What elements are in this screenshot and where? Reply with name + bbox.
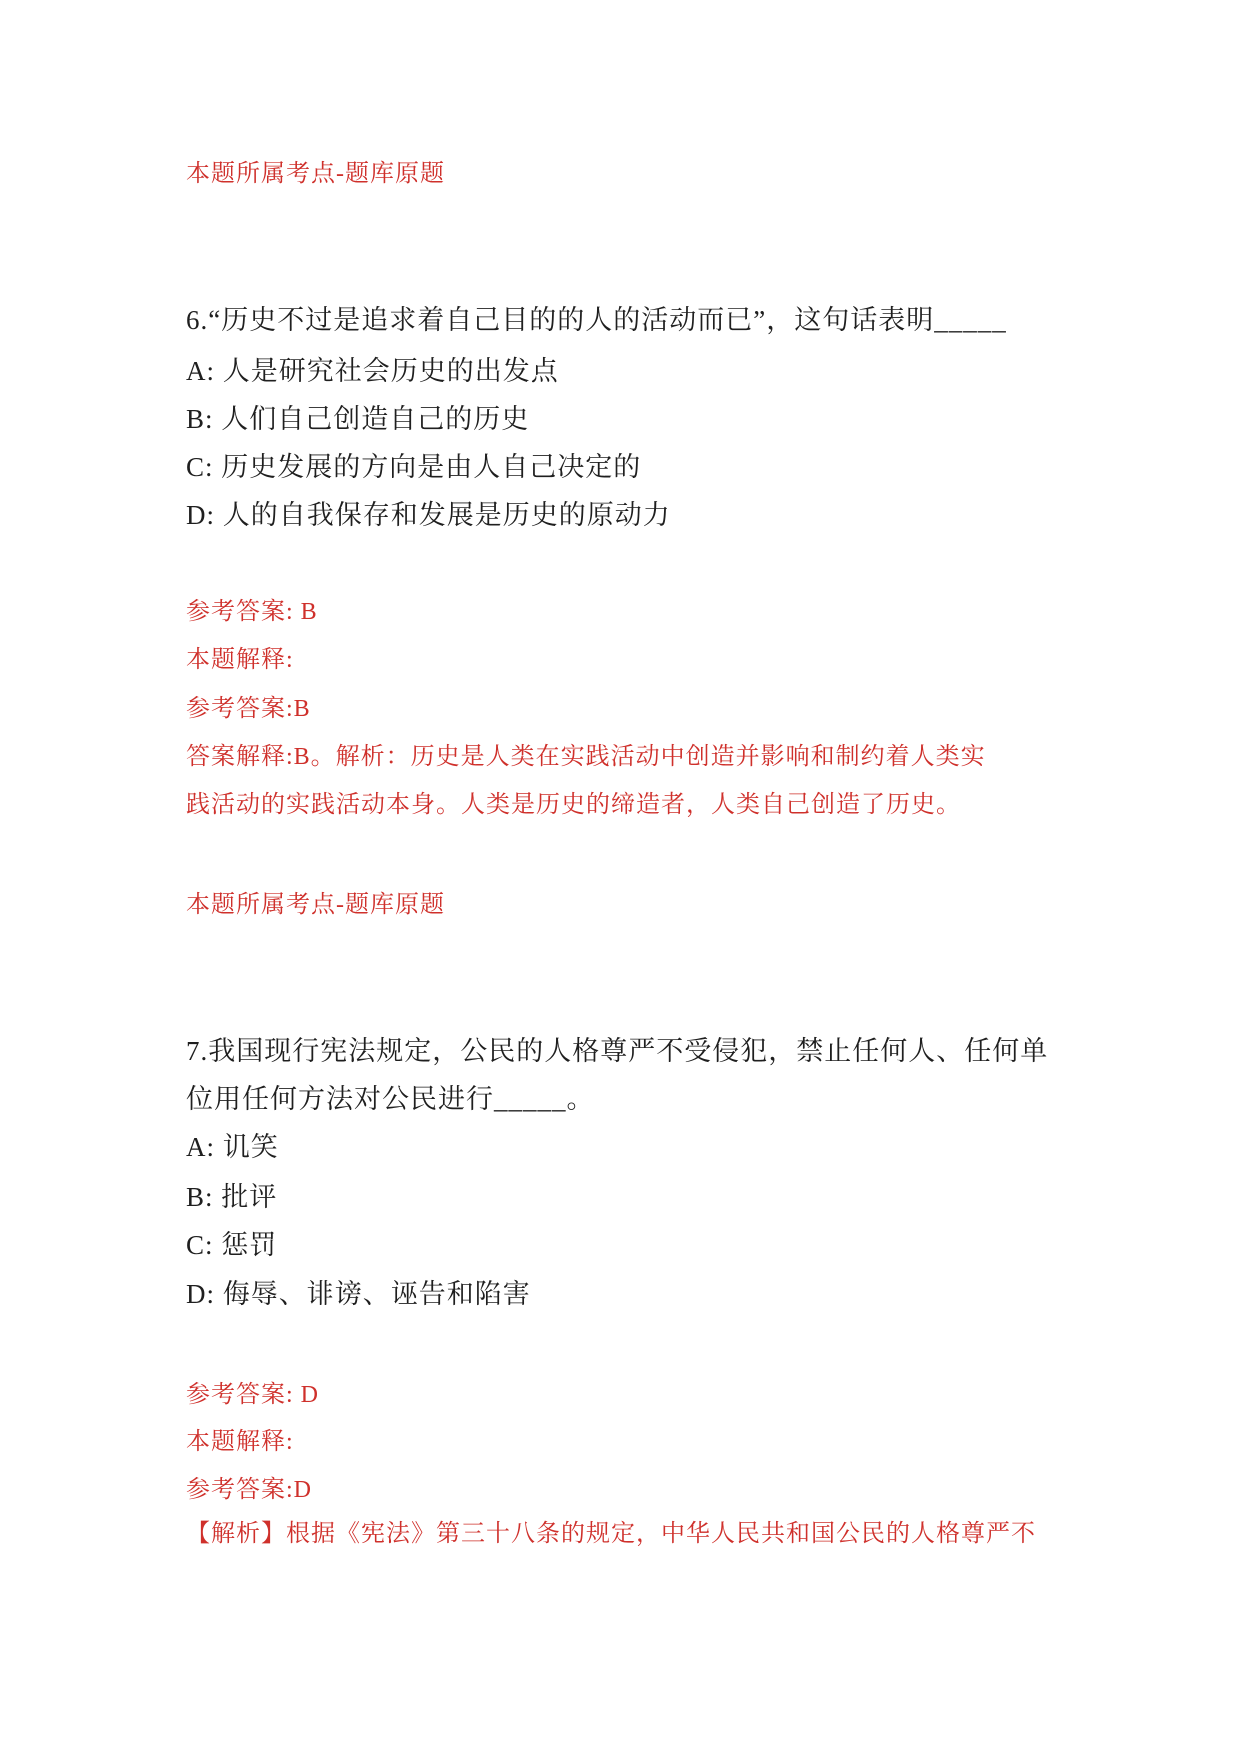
q7-option-c: C: 惩罚 (186, 1230, 278, 1260)
q6-option-c: C: 历史发展的方向是由人自己决定的 (186, 452, 642, 482)
q7-explanation: 【解析】根据《宪法》第三十八条的规定，中华人民共和国公民的人格尊严不 (186, 1521, 1036, 1547)
q6-question-title: 6.“历史不过是追求着自己目的的人的活动而已”，这句话表明_____ (186, 305, 1007, 335)
q6-topic-header: 本题所属考点-题库原题 (186, 161, 445, 187)
q6-option-b: B: 人们自己创造自己的历史 (186, 404, 530, 434)
q6-reference-answer: 参考答案: B (186, 599, 318, 625)
q7-question-title: 7.我国现行宪法规定，公民的人格尊严不受侵犯，禁止任何人、任何单位用任何方法对公民进行_____。 (186, 1036, 1049, 1114)
q7-explain-header: 本题解释: (186, 1429, 294, 1455)
q7-reference-answer-2: 参考答案:D (186, 1477, 312, 1503)
q6-explain-header: 本题解释: (186, 647, 294, 673)
q7-option-d: D: 侮辱、诽谤、诬告和陷害 (186, 1279, 531, 1309)
q7-option-b: B: 批评 (186, 1182, 278, 1212)
q6-option-a: A: 人是研究社会历史的出发点 (186, 356, 559, 386)
q7-reference-answer: 参考答案: D (186, 1382, 319, 1408)
q6-explanation: 答案解释:B。解析：历史是人类在实践活动中创造并影响和制约着人类实践活动的实践活动本身。人类是历史的缔造者，人类自己创造了历史。 (186, 744, 986, 818)
q7-topic-header: 本题所属考点-题库原题 (186, 892, 445, 918)
q6-option-d: D: 人的自我保存和发展是历史的原动力 (186, 500, 671, 530)
q6-reference-answer-2: 参考答案:B (186, 696, 311, 722)
q7-option-a: A: 讥笑 (186, 1132, 279, 1162)
